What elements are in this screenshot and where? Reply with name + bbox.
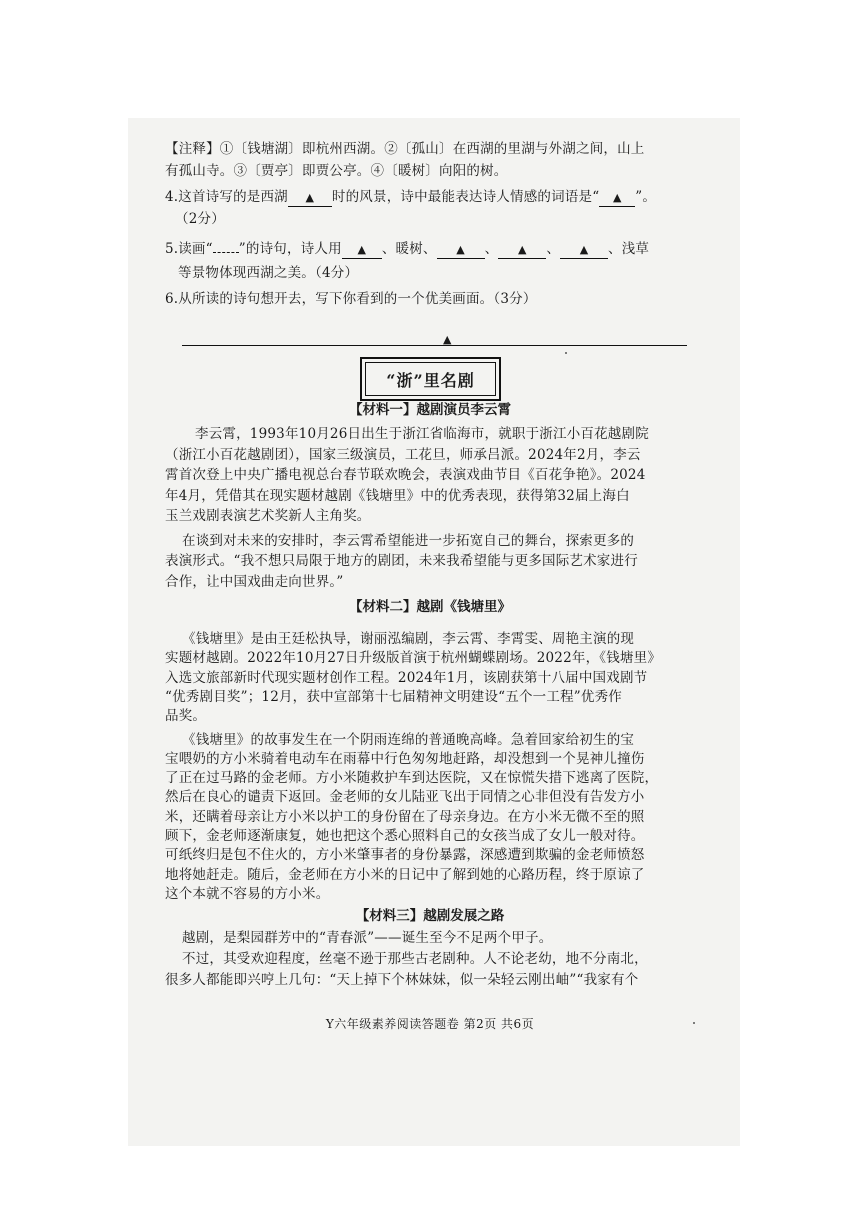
annotation-line-2: 有孤山寺。③〔贾亭〕即贾公亭。④〔暖树〕向阳的树。 (165, 163, 508, 179)
scan-speck (693, 1022, 695, 1024)
paragraph-line: 《钱塘里》是由王廷松执导，谢丽泓编剧，李云霄、李霄雯、周艳主演的现 (182, 631, 635, 647)
question-4-text-a: 4.这首诗写的是西湖 (165, 189, 288, 205)
question-4-text-b: 时的风景，诗中最能表达诗人情感的词语是“ (331, 189, 600, 205)
paragraph-line: 宝喂奶的方小米骑着电动车在雨幕中行色匆匆地赶路，却没想到一个晃神儿撞伤 (165, 750, 645, 767)
paragraph-line: 米，还瞒着母亲让方小米以护工的身份留在了母亲身边。在方小米无微不至的照 (165, 808, 645, 825)
blank-triangle-icon: ▲ (357, 243, 367, 256)
material-1-heading: 【材料一】越剧演员李云霄 (349, 402, 511, 418)
section-title-frame (360, 357, 501, 401)
question-5-text-c: 、暖树、 (381, 241, 437, 257)
question-6: 6.从所读的诗句想开去，写下你看到的一个优美画面。（3分） (165, 291, 537, 307)
question-5-text-f: 、浅草 (608, 241, 650, 257)
paragraph-line: 可纸终归是包不住火的，方小米肇事者的身份暴露，深感遭到欺骗的金老师愤怒 (165, 847, 645, 864)
paragraph-line: 顾下，金老师逐渐康复，她也把这个悉心照料自己的女孩当成了女儿一般对待。 (165, 828, 645, 844)
answer-blank[interactable] (599, 189, 635, 207)
blank-triangle-icon: ▲ (305, 191, 315, 204)
question-4 (165, 188, 695, 207)
answer-blank[interactable] (288, 189, 332, 207)
answer-blank[interactable] (498, 241, 546, 259)
answer-line[interactable] (182, 345, 687, 346)
blank-triangle-icon: ▲ (517, 243, 527, 256)
paragraph-line: 《钱塘里》的故事发生在一个阴雨连绵的普通晚高峰。急着回家给初生的宝 (182, 731, 635, 748)
paragraph-line: 实题材越剧。2022年10月27日升级版首演于杭州蝴蝶剧场。2022年，《钱塘里》 (165, 650, 662, 667)
paragraph-line: 表演形式。“我不想只局限于地方的剧团，未来我希望能与更多国际艺术家进行 (165, 553, 638, 569)
blank-triangle-icon: ▲ (456, 243, 465, 256)
paragraph-line: 入选文旅部新时代现实题材创作工程。2024年1月，该剧获第十八届中国戏剧节 (165, 669, 648, 686)
blank-triangle-icon: ▲ (612, 191, 622, 204)
paragraph-line: 霄首次登上中央广播电视总台春节联欢晚会，表演戏曲节目《百花争艳》。2024 (165, 467, 646, 483)
material-3-heading: 【材料三】越剧发展之路 (355, 907, 505, 924)
blank-triangle-icon: ▲ (579, 243, 589, 256)
paragraph-line: 品奖。 (165, 708, 207, 725)
question-4-text-c: ”。 (635, 189, 657, 205)
paragraph-line: 然后在良心的谴责下返回。金老师的女儿陆亚飞出于同情之心非但没有告发方小 (165, 789, 645, 806)
question-5-text-d: 、 (484, 241, 499, 257)
paragraph-line: 不过，其受欢迎程度，丝毫不逊于那些古老剧种。人不论老幼，地不分南北， (182, 950, 648, 967)
section-title: “浙”里名剧 (386, 371, 475, 390)
paragraph-line: 在谈到对未来的安排时，李云霄希望能进一步拓宽自己的舞台，探索更多的 (182, 532, 635, 549)
answer-blank[interactable] (342, 241, 382, 259)
paragraph-line: 地将她赶走。随后，金老师在方小米的日记中了解到她的心路历程，终于原谅了 (165, 866, 645, 883)
paragraph-line: 越剧，是梨园群芳中的“青春派”——诞生至今不足两个甲子。 (182, 929, 553, 946)
paragraph-line: 合作，让中国戏曲走向世界。” (165, 573, 344, 590)
material-2-heading: 【材料二】越剧《钱塘里》 (349, 599, 511, 615)
scan-speck (565, 352, 567, 354)
paragraph-line: 很多人都能即兴哼上几句：“天上掉下个林妹妹，似一朵轻云刚出岫”“我家有个 (165, 971, 639, 988)
question-5 (165, 240, 695, 259)
underline-marker (213, 252, 239, 253)
blank-triangle-icon: ▲ (443, 333, 452, 346)
question-5-text-e: 、 (546, 241, 561, 257)
paragraph-line: 李云霄，1993年10月26日出生于浙江省临海市，就职于浙江小百花越剧院 (195, 426, 649, 442)
question-5-text-a: 5.读画“ (165, 241, 213, 257)
paragraph-line: 了正在过马路的金老师。方小米随救护车到达医院，又在惊慌失措下逃离了医院， (165, 770, 659, 787)
question-4-score: （2分） (175, 211, 225, 227)
answer-blank[interactable] (437, 241, 485, 259)
annotation-line-1: 【注释】①〔钱塘湖〕即杭州西湖。②〔孤山〕在西湖的里湖与外湖之间，山上 (165, 141, 645, 157)
paragraph-line: 玉兰戏剧表演艺术奖新人主角奖。 (165, 508, 371, 524)
answer-blank[interactable] (560, 241, 608, 259)
paragraph-line: 这个本就不容易的方小米。 (165, 885, 330, 902)
paragraph-line: “优秀剧目奖”；12月，获中宣部第十七届精神文明建设“五个一工程”优秀作 (165, 688, 622, 705)
question-5-line-2: 等景物体现西湖之美。（4分） (178, 265, 359, 281)
page-footer: Y六年级素养阅读答题卷 第2页 共6页 (325, 1017, 535, 1031)
paragraph-line: （浙江小百花越剧团），国家三级演员，工花旦，师承吕派。2024年2月，李云 (165, 446, 641, 463)
question-5-text-b: ”的诗句，诗人用 (238, 241, 342, 257)
paragraph-line: 年4月，凭借其在现实题材越剧《钱塘里》中的优秀表现，获得第32届上海白 (165, 487, 630, 504)
